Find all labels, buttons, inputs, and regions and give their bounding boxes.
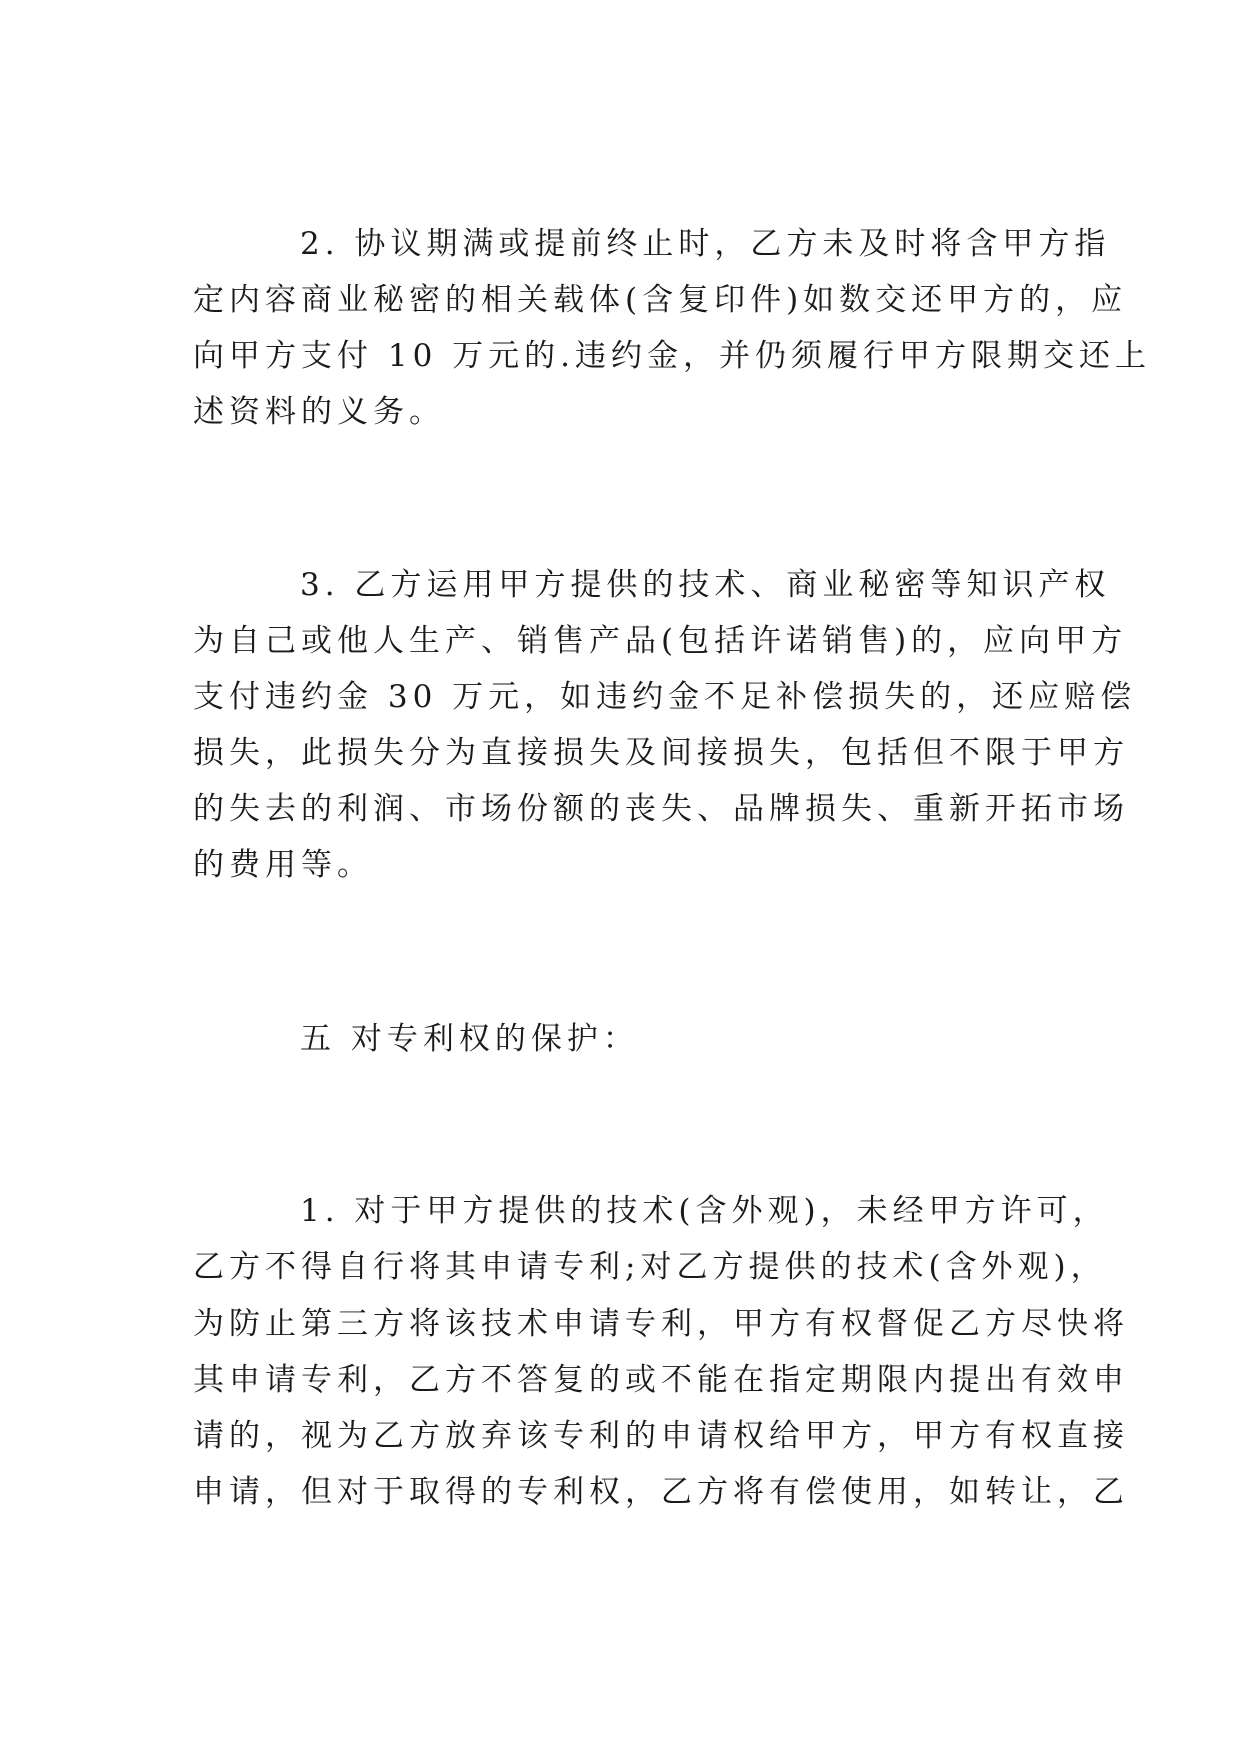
clause-5-1-line-1: 1. 对于甲方提供的技术(含外观)，未经甲方许可，: [300, 1193, 1109, 1229]
clause-3-line-6: 的费用等。: [193, 847, 373, 883]
clause-3-line-5: 的失去的利润、市场份额的丧失、品牌损失、重新开拓市场: [193, 791, 1129, 827]
section-5-heading: 五 对专利权的保护：: [300, 1021, 639, 1057]
clause-5-1-line-2: 乙方不得自行将其申请专利;对乙方提供的技术(含外观)，: [193, 1249, 1107, 1285]
clause-5-1-line-3: 为防止第三方将该技术申请专利，甲方有权督促乙方尽快将: [193, 1306, 1129, 1342]
clause-2-line-2: 定内容商业秘密的相关载体(含复印件)如数交还甲方的，应: [193, 282, 1128, 318]
clause-3-line-4: 损失，此损失分为直接损失及间接损失，包括但不限于甲方: [193, 735, 1129, 771]
clause-2-line-1: 2. 协议期满或提前终止时，乙方未及时将含甲方指: [300, 226, 1111, 262]
clause-2-line-4: 述资料的义务。: [193, 394, 445, 430]
clause-5-1-line-5: 请的，视为乙方放弃该专利的申请权给甲方，甲方有权直接: [193, 1418, 1129, 1454]
clause-3-line-2: 为自己或他人生产、销售产品(包括许诺销售)的，应向甲方: [193, 623, 1128, 659]
clause-5-1-line-4: 其申请专利，乙方不答复的或不能在指定期限内提出有效申: [193, 1362, 1129, 1398]
clause-3-line-3: 支付违约金 30 万元，如违约金不足补偿损失的，还应赔偿: [193, 679, 1137, 715]
clause-2-line-3: 向甲方支付 10 万元的.违约金，并仍须履行甲方限期交还上: [193, 338, 1152, 374]
clause-3-line-1: 3. 乙方运用甲方提供的技术、商业秘密等知识产权: [300, 567, 1111, 603]
clause-5-1-line-6: 申请，但对于取得的专利权，乙方将有偿使用，如转让，乙: [193, 1474, 1129, 1510]
